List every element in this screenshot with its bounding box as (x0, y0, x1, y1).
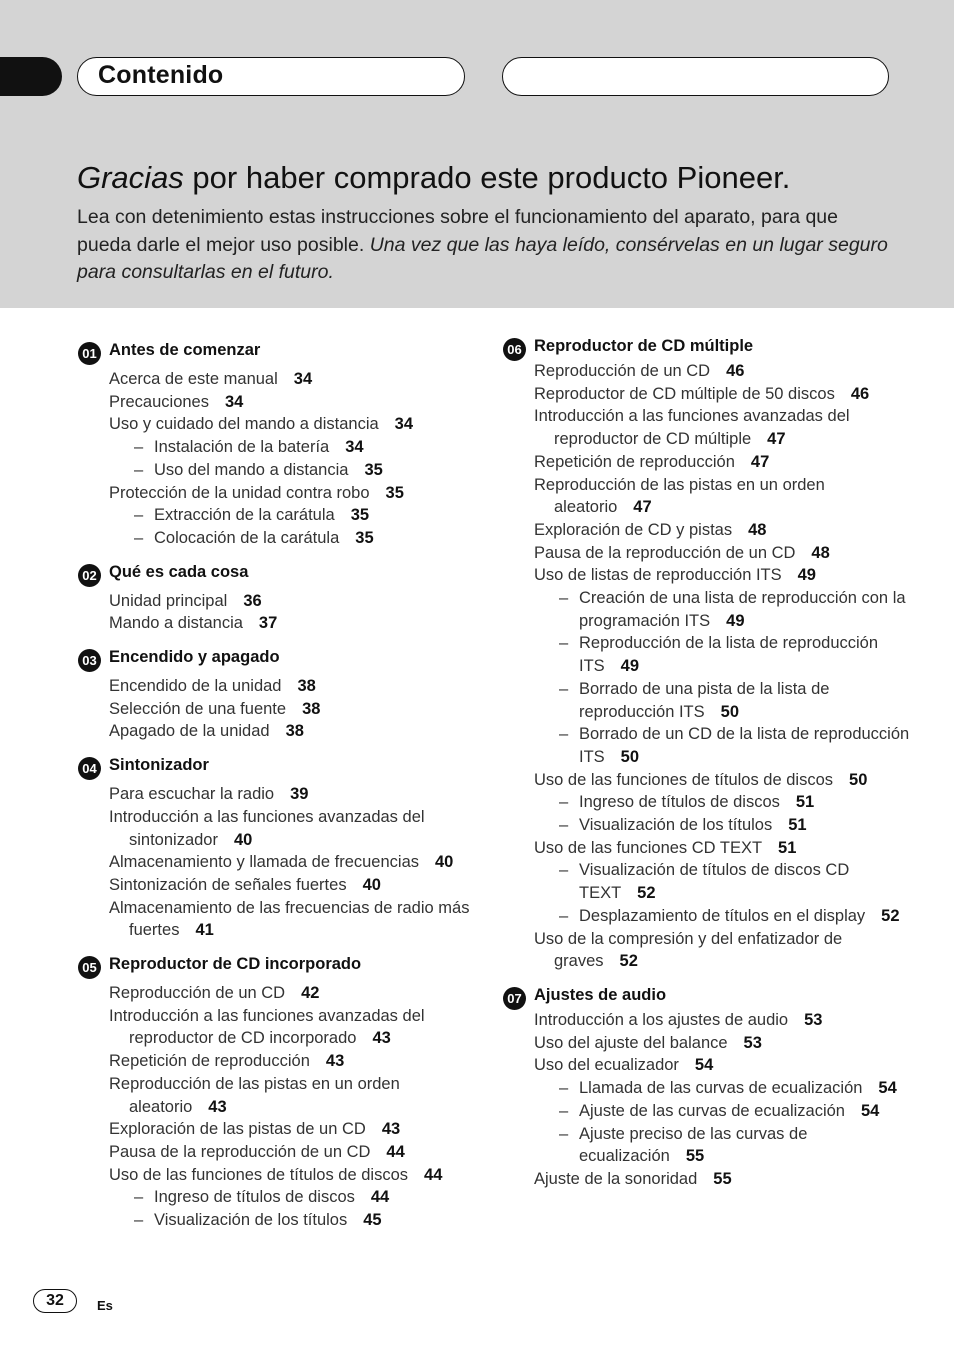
section-number-badge: 03 (78, 649, 101, 672)
toc-entry-text: Uso y cuidado del mando a distancia (109, 415, 379, 434)
section-title-box (77, 57, 465, 96)
section-number-badge: 05 (78, 956, 101, 979)
toc-entry[interactable] (534, 405, 922, 450)
toc-entry-text: Desplazamiento de títulos en el display (579, 906, 866, 925)
toc-entry[interactable] (109, 482, 477, 505)
toc-page-number: 43 (372, 1029, 391, 1048)
toc-entry-list (77, 590, 477, 635)
toc-subentry[interactable] (559, 814, 922, 837)
toc-entry-text: Unidad principal (109, 591, 228, 610)
toc-entry-text: Uso de las funciones de títulos de discos (109, 1165, 409, 1184)
toc-entry[interactable] (534, 837, 922, 860)
toc-entry-text: Uso de listas de reproducción ITS (534, 566, 782, 585)
toc-entry-list (77, 783, 477, 942)
toc-entry[interactable] (109, 806, 477, 851)
toc-entry-text: Uso de las funciones CD TEXT (534, 838, 763, 857)
toc-page-number: 48 (748, 520, 767, 539)
toc-entry-text: Visualización de los títulos (154, 1211, 348, 1230)
toc-page-number: 52 (637, 884, 656, 903)
toc-page-number: 38 (297, 677, 316, 696)
section-title: Contenido (98, 61, 224, 89)
subentry-dash: – (134, 460, 144, 479)
toc-section-header (77, 755, 477, 779)
toc-page-number: 54 (860, 1101, 880, 1120)
toc-entry-list (77, 982, 477, 1232)
toc-entry-text: Protección de la unidad contra robo (109, 483, 370, 502)
toc-entry-list (502, 360, 922, 973)
subentry-dash: – (559, 1101, 569, 1120)
toc-entry-text: Creación de una lista de reproducción con la programación ITS (579, 589, 906, 630)
toc-entry-text: Borrado de un CD de la lista de reproducción ITS (579, 725, 910, 766)
headline-rest: por haber comprado este producto Pioneer. (183, 160, 791, 195)
toc-page-number: 40 (233, 830, 253, 849)
toc-entry-text: Encendido de la unidad (109, 677, 282, 696)
toc-page-number: 51 (788, 816, 807, 835)
toc-page-number: 53 (804, 1010, 823, 1029)
subentry-dash: – (134, 438, 144, 457)
toc-subentry[interactable] (559, 1123, 922, 1168)
toc-entry-text: Reproductor de CD múltiple de 50 discos (534, 384, 835, 403)
toc-entry[interactable] (534, 474, 922, 519)
toc-entry[interactable] (534, 383, 922, 406)
toc-entry-text: Introducción a las funciones avanzadas del reproductor de CD múltiple (534, 407, 850, 449)
toc-entry-text: Sintonización de señales fuertes (109, 875, 347, 894)
toc-page-number: 43 (381, 1120, 401, 1139)
toc-entry[interactable] (109, 1141, 477, 1164)
toc-entry-text: Introducción a los ajustes de audio (534, 1010, 789, 1029)
toc-entry-text: Reproducción de las pistas en un orden aleatorio (534, 475, 825, 517)
subentry-dash: – (559, 793, 569, 812)
toc-section-title[interactable]: Ajustes de audio (534, 985, 667, 1004)
toc-entry[interactable] (109, 897, 477, 942)
toc-subentry[interactable] (134, 1186, 477, 1209)
toc-entry-text: Reproducción de un CD (534, 362, 711, 380)
toc-entry-text: Ajuste preciso de las curvas de ecualización (579, 1124, 808, 1166)
toc-entry-text: Extracción de la carátula (154, 506, 335, 525)
toc-page-number: 49 (797, 566, 816, 585)
toc-entry[interactable] (109, 368, 477, 391)
toc-subentry[interactable] (559, 723, 922, 768)
toc-entry[interactable] (534, 1009, 922, 1032)
toc-subentry[interactable] (559, 791, 922, 814)
subentry-dash: – (559, 861, 569, 880)
toc-page-number: 47 (767, 430, 786, 449)
toc-entry[interactable] (534, 769, 922, 792)
toc-page-number: 35 (385, 483, 404, 502)
toc-entry-text: Acerca de este manual (109, 370, 278, 388)
toc-page-number: 38 (285, 722, 304, 741)
toc-subentry[interactable] (134, 504, 477, 527)
toc-page-number: 44 (424, 1165, 443, 1184)
subentry-dash: – (559, 816, 569, 835)
toc-section (77, 340, 477, 550)
toc-section (77, 562, 477, 635)
toc-entry-text: Pausa de la reproducción de un CD (534, 543, 796, 562)
toc-entry-list (77, 675, 477, 743)
toc-entry-text: Reproducción de las pistas en un orden aleatorio (109, 1074, 400, 1116)
toc-entry-list (502, 1009, 922, 1191)
toc-page-number: 45 (363, 1211, 382, 1230)
toc-section-header (502, 336, 922, 360)
toc-entry[interactable] (109, 1005, 477, 1050)
toc-entry[interactable] (109, 698, 477, 721)
toc-page-number: 51 (778, 838, 797, 857)
toc-page-number: 50 (620, 747, 640, 766)
toc-entry[interactable] (109, 413, 477, 436)
toc-entry-text: Colocación de la carátula (154, 528, 340, 547)
toc-entry-text: Borrado de una pista de la lista de reproducción ITS (579, 679, 830, 721)
toc-page-number: 41 (195, 921, 214, 940)
toc-entry-text: Reproducción de un CD (109, 984, 286, 1003)
intro-paragraph (77, 204, 897, 287)
toc-page-number: 34 (293, 370, 313, 388)
subentry-dash: – (559, 589, 569, 608)
intro-headline (77, 160, 790, 196)
toc-entry[interactable] (109, 675, 477, 698)
toc-section-title[interactable]: Sintonizador (109, 756, 209, 775)
toc-entry-text: Introducción a las funciones avanzadas del sintonizador (109, 807, 425, 849)
section-number-badge: 06 (503, 338, 526, 361)
toc-section-header (77, 562, 477, 586)
toc-entry[interactable] (109, 851, 477, 874)
toc-page-number: 50 (849, 770, 868, 789)
toc-entry-text: Ingreso de títulos de discos (579, 793, 780, 812)
toc-entry-text: Uso de las funciones de títulos de discos (534, 770, 834, 789)
toc-page-number: 46 (850, 384, 870, 403)
subentry-dash: – (134, 528, 144, 547)
toc-entry-text: Introducción a las funciones avanzadas del reproductor de CD incorporado (109, 1006, 425, 1048)
toc-page-number: 35 (355, 528, 374, 547)
toc-left-column (77, 340, 477, 1244)
toc-page-number: 48 (811, 543, 830, 562)
toc-subentry[interactable] (134, 1209, 477, 1232)
toc-page-number: 53 (743, 1033, 762, 1052)
toc-entry[interactable] (109, 1050, 477, 1073)
language-code: Es (97, 1298, 113, 1313)
page-number: 32 (33, 1289, 77, 1313)
toc-subentry[interactable] (134, 436, 477, 459)
toc-subentry[interactable] (559, 678, 922, 723)
header-band (0, 0, 954, 308)
toc-page-number: 55 (713, 1169, 732, 1188)
toc-section (502, 985, 922, 1191)
toc-page-number: 47 (633, 498, 652, 517)
section-tab-marker (0, 57, 62, 96)
toc-entry[interactable] (109, 1164, 477, 1187)
toc-section (502, 336, 922, 973)
subentry-dash: – (559, 725, 569, 744)
toc-subentry[interactable] (559, 587, 922, 632)
toc-entry-text: Apagado de la unidad (109, 722, 270, 741)
toc-entry-text: Exploración de CD y pistas (534, 520, 733, 539)
toc-entry-text: Visualización de los títulos (579, 816, 773, 835)
toc-entry-text: Uso del ecualizador (534, 1056, 679, 1075)
toc-page-number: 44 (370, 1188, 390, 1207)
subentry-dash: – (559, 1124, 569, 1143)
toc-page-number: 35 (364, 460, 383, 479)
section-number-badge: 01 (78, 342, 101, 365)
toc-page-number: 55 (685, 1147, 705, 1166)
subentry-dash: – (134, 1211, 144, 1230)
toc-section-title[interactable]: Qué es cada cosa (109, 562, 249, 581)
toc-entry-text: Repetición de reproducción (109, 1052, 310, 1071)
toc-entry-text: Almacenamiento de las frecuencias de radio más fuertes (109, 898, 470, 940)
toc-page-number: 46 (726, 362, 745, 380)
toc-right-column (502, 336, 922, 1203)
toc-entry[interactable] (109, 783, 477, 806)
toc-entry[interactable] (534, 519, 922, 542)
toc-entry-list (77, 368, 477, 550)
toc-subentry[interactable] (559, 859, 922, 904)
toc-entry[interactable] (109, 874, 477, 897)
toc-page-number: 50 (720, 702, 740, 721)
toc-page-number: 39 (290, 785, 309, 804)
subentry-dash: – (134, 1188, 144, 1207)
subentry-dash: – (559, 634, 569, 653)
toc-page-number: 44 (386, 1142, 405, 1161)
toc-page-number: 52 (881, 906, 900, 925)
toc-page-number: 36 (243, 591, 262, 610)
toc-entry[interactable] (534, 360, 922, 383)
toc-entry-text: Visualización de títulos de discos CD TEXT (579, 861, 850, 903)
toc-section-title[interactable]: Encendido y apagado (109, 648, 280, 667)
intro-italic-text: Una vez que las haya leído, consérvelas en un lugar seguro para consultarlas en el futuro. (77, 233, 888, 283)
toc-page-number: 34 (224, 392, 244, 411)
toc-section-header (77, 647, 477, 671)
toc-entry[interactable] (109, 590, 477, 613)
toc-section-header (502, 985, 922, 1009)
toc-section (77, 755, 477, 942)
toc-entry[interactable] (534, 1032, 922, 1055)
toc-subentry[interactable] (559, 905, 922, 928)
toc-entry-text: Uso del ajuste del balance (534, 1033, 728, 1052)
toc-page-number: 42 (301, 984, 320, 1003)
toc-entry[interactable] (109, 391, 477, 414)
toc-entry-text: Uso de la compresión y del enfatizador de graves (534, 929, 843, 971)
toc-entry-text: Instalación de la batería (154, 438, 330, 457)
toc-entry[interactable] (534, 1054, 922, 1077)
toc-page-number: 43 (325, 1052, 345, 1071)
toc-subentry[interactable] (559, 1100, 922, 1123)
toc-subentry[interactable] (134, 527, 477, 550)
toc-page-number: 38 (302, 699, 321, 718)
toc-section-title[interactable]: Reproductor de CD múltiple (534, 337, 754, 355)
toc-entry-text: Repetición de reproducción (534, 452, 735, 471)
toc-page-number: 49 (726, 611, 745, 630)
toc-page-number: 49 (620, 657, 640, 676)
toc-page-number: 51 (795, 793, 815, 812)
toc-section-title[interactable]: Antes de comenzar (109, 341, 261, 359)
toc-page-number: 43 (208, 1097, 227, 1116)
toc-entry-text: Mando a distancia (109, 614, 243, 633)
toc-page-number: 47 (750, 452, 770, 471)
subentry-dash: – (134, 506, 144, 525)
toc-page-number: 34 (394, 415, 414, 434)
toc-entry-text: Ajuste de las curvas de ecualización (579, 1101, 845, 1120)
section-number-badge: 04 (78, 757, 101, 780)
empty-header-box (502, 57, 889, 96)
toc-entry[interactable] (109, 720, 477, 743)
toc-entry-text: Precauciones (109, 392, 209, 411)
headline-italic: Gracias (77, 160, 184, 195)
toc-entry-text: Pausa de la reproducción de un CD (109, 1142, 371, 1161)
toc-subentry[interactable] (134, 459, 477, 482)
toc-subentry[interactable] (559, 1077, 922, 1100)
subentry-dash: – (559, 1079, 569, 1098)
toc-entry-text: Ingreso de títulos de discos (154, 1188, 355, 1207)
toc-section (77, 647, 477, 743)
toc-entry[interactable] (109, 982, 477, 1005)
toc-entry-text: Llamada de las curvas de ecualización (579, 1079, 863, 1098)
toc-entry[interactable] (534, 1168, 922, 1191)
toc-section (77, 954, 477, 1232)
toc-subentry[interactable] (559, 632, 922, 677)
toc-entry[interactable] (534, 564, 922, 587)
toc-entry-text: Para escuchar la radio (109, 785, 275, 804)
toc-entry[interactable] (109, 1118, 477, 1141)
toc-page-number: 37 (258, 614, 278, 633)
toc-page-number: 52 (619, 952, 638, 971)
toc-entry-text: Uso del mando a distancia (154, 460, 349, 479)
toc-entry-text: Reproducción de la lista de reproducción ITS (579, 634, 879, 676)
toc-page-number: 34 (345, 438, 364, 457)
toc-entry-text: Ajuste de la sonoridad (534, 1169, 698, 1188)
toc-page-number: 54 (878, 1079, 897, 1098)
subentry-dash: – (559, 679, 569, 698)
section-number-badge: 02 (78, 564, 101, 587)
toc-section-header (77, 340, 477, 364)
toc-section-header (77, 954, 477, 978)
toc-entry-text: Selección de una fuente (109, 699, 287, 718)
toc-entry[interactable] (534, 928, 922, 973)
toc-section-title[interactable]: Reproductor de CD incorporado (109, 955, 362, 974)
toc-page-number: 40 (435, 853, 454, 872)
section-number-badge: 07 (503, 987, 526, 1010)
toc-page-number: 35 (350, 506, 370, 525)
toc-entry[interactable] (534, 542, 922, 565)
toc-entry[interactable] (109, 612, 477, 635)
toc-entry[interactable] (534, 451, 922, 474)
toc-entry-text: Exploración de las pistas de un CD (109, 1120, 366, 1139)
toc-page-number: 40 (362, 875, 381, 894)
toc-entry[interactable] (109, 1073, 477, 1118)
toc-entry-text: Almacenamiento y llamada de frecuencias (109, 853, 419, 872)
intro-normal-text: Lea con detenimiento estas instrucciones sobre el funcionamiento del aparato, para que pueda darle el mejor uso posible. (77, 206, 838, 256)
subentry-dash: – (559, 906, 569, 925)
toc-page-number: 54 (694, 1056, 714, 1075)
